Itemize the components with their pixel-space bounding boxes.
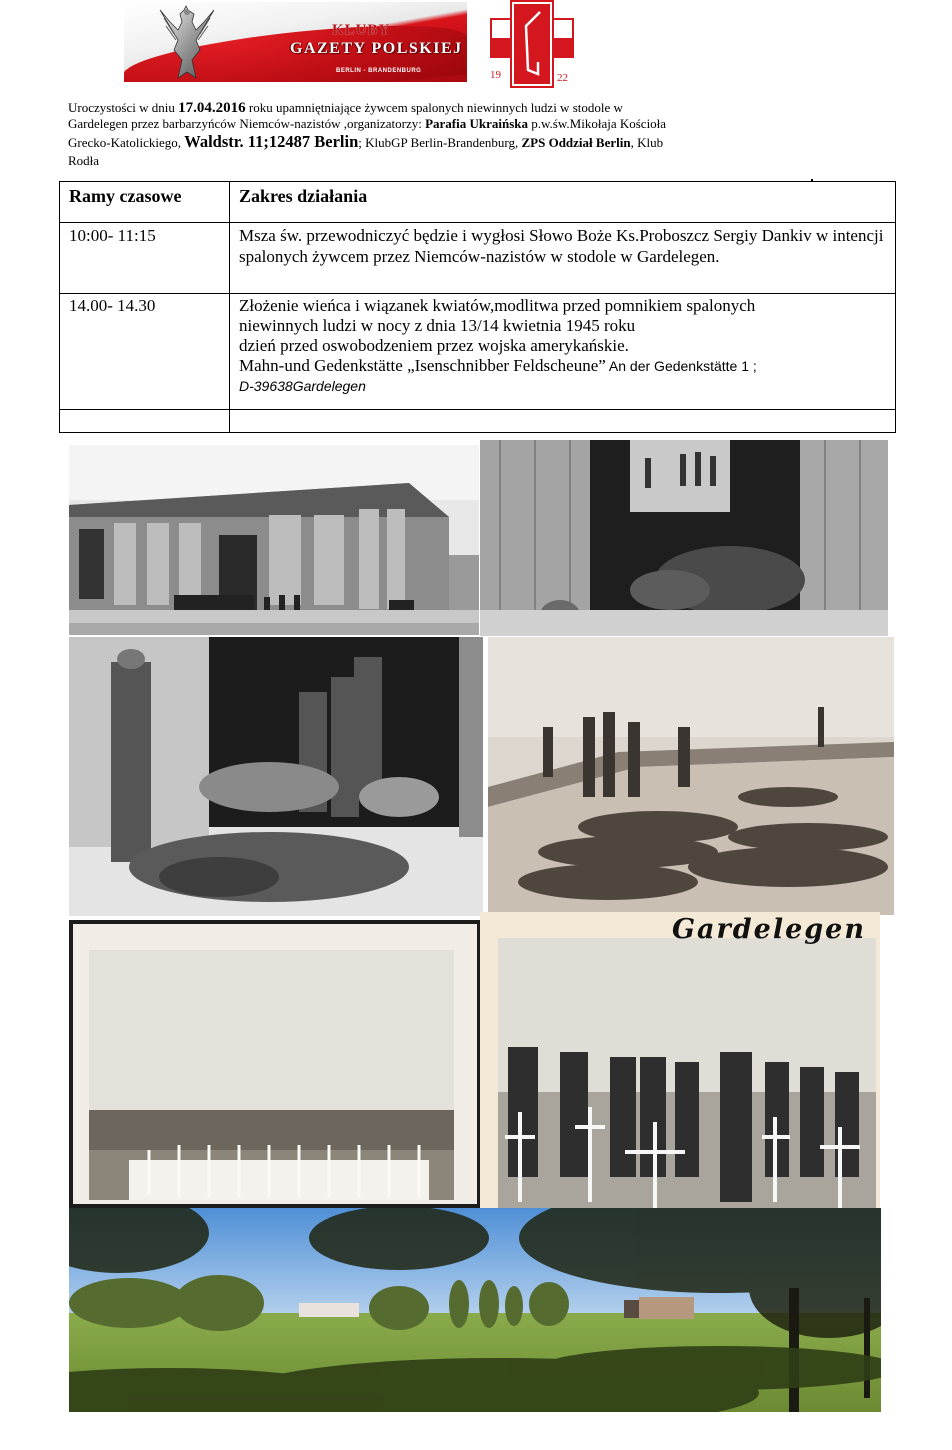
photo-barn-doorway-victims: [480, 440, 888, 636]
activity-line: Złożenie wieńca i wiązanek kwiatów,modlitwa przed pomnikiem spalonych: [239, 296, 756, 315]
activity-line: [239, 356, 886, 376]
rodlo-sign-icon: [514, 4, 550, 84]
eagle-emblem-icon: [152, 2, 222, 82]
intro-text: Gardelegen przez barbarzyńców Niemców-nazistów ,organizatorzy:: [68, 116, 426, 131]
cell-activity: Msza św. przewodniczyć będzie i wygłosi Słowo Boże Ks.Proboszcz Sergiy Dankiv w intencji spalonych żywcem przez Niemców-nazistów w stodole w Gardelegen.: [230, 223, 896, 294]
table-row: [60, 223, 896, 294]
table-row: [60, 294, 896, 410]
cell-activity: [230, 294, 896, 410]
zps-logo: [490, 2, 574, 86]
intro-text: p.w.św.Mikołaja Kościoła: [528, 116, 667, 131]
intro-text: roku upamniętniające żywcem spalonych niewinnych ludzi w stodole w: [245, 100, 623, 115]
header-activity: Zakres działania: [230, 182, 896, 223]
organizer-parish: Parafia Ukraińska: [425, 116, 529, 131]
parish-address: Waldstr. 11;12487 Berlin: [184, 132, 359, 151]
intro-text: ; KlubGP Berlin-Brandenburg,: [358, 135, 522, 150]
intro-paragraph: [68, 100, 848, 169]
photo-memorial-site-today: [69, 1208, 881, 1412]
intro-text: , Klub: [630, 135, 664, 150]
memorial-city: D-39638Gardelegen: [239, 378, 366, 394]
memorial-name: Mahn-und Gedenkstätte „Isenschnibber Feldscheune”: [239, 356, 606, 375]
banner-line2: GAZETY POLSKIEJ: [290, 40, 463, 57]
activity-line: dzień przed oswobodzeniem przez wojska amerykańskie.: [239, 336, 629, 355]
photo-soldiers-barn: [69, 637, 483, 916]
intro-line-4: Rodła: [68, 153, 100, 168]
logo-year-right: 22: [557, 72, 568, 84]
photo-bodies-trench: [488, 637, 894, 915]
activity-line: niewinnych ludzi w nocy z dnia 13/14 kwietnia 1945 roku: [239, 316, 636, 335]
gardelegen-caption: Gardelegen: [672, 914, 866, 945]
banner-line1: KLUBY: [332, 22, 391, 38]
cell-time: 10:00- 11:15: [60, 223, 230, 294]
logo-year-left: 19: [490, 69, 501, 81]
intro-line-2: [68, 116, 848, 132]
organizer-zps: ZPS Oddział Berlin: [521, 135, 631, 150]
intro-line-1: [68, 100, 848, 116]
table-header-row: [60, 182, 896, 223]
photo-soldiers-bugler: [480, 912, 880, 1208]
memorial-street: An der Gedenkstätte 1 ;: [605, 358, 757, 374]
table-row: [60, 410, 896, 433]
schedule-table: [59, 181, 896, 433]
intro-text: Grecko-Katolickiego,: [68, 135, 185, 150]
event-date: 17.04.2016: [178, 100, 246, 116]
photo-crosses-cemetery: [69, 920, 481, 1208]
photo-barn-exterior: [69, 445, 479, 635]
intro-line-3: [68, 132, 848, 153]
kluby-gazety-polskiej-logo: [124, 2, 467, 82]
cell-activity: [230, 410, 896, 433]
header-time: Ramy czasowe: [60, 182, 230, 223]
intro-text: Uroczystości w dniu: [68, 100, 179, 115]
banner-line3: BERLIN - BRANDENBURG: [336, 68, 422, 74]
cell-time: 14.00- 14.30: [60, 294, 230, 410]
cell-time: [60, 410, 230, 433]
